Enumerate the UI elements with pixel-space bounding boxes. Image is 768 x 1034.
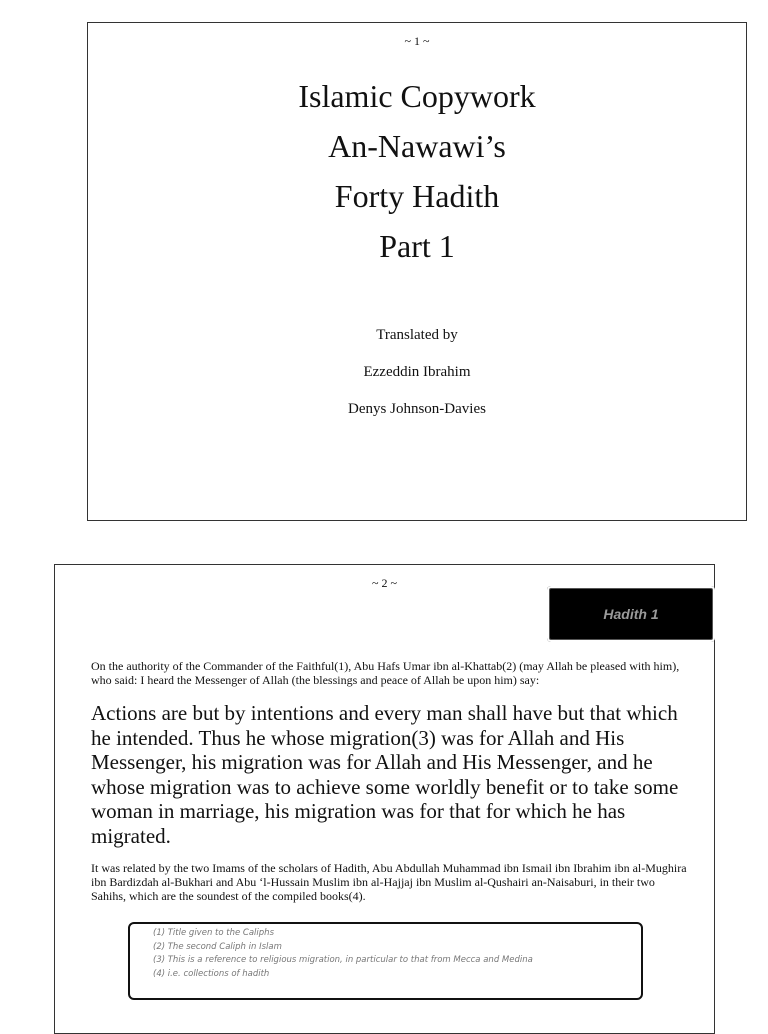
narration-intro: On the authority of the Commander of the Faithful(1), Abu Hafs Umar ibn al-Khattab(2) (may Allah be pleased with him), who said: I heard the Messenger of Allah (the blessings and peace of Allah be upon him) say: bbox=[91, 659, 680, 687]
hadith-page bbox=[54, 564, 715, 1034]
hadith-badge bbox=[547, 586, 715, 642]
credit-line: Denys Johnson-Davies bbox=[348, 401, 486, 417]
credits bbox=[88, 317, 746, 428]
footnote: (3) This is a reference to religious migration, in particular to that from Mecca and Medina bbox=[153, 955, 533, 965]
footnotes-box bbox=[128, 922, 643, 1000]
hadith-badge-label: Hadith 1 bbox=[603, 606, 659, 622]
footnote: (1) Title given to the Caliphs bbox=[153, 928, 274, 938]
footnote: (2) The second Caliph in Islam bbox=[153, 941, 282, 952]
title-line: Part 1 bbox=[379, 228, 455, 264]
attribution-text: It was related by the two Imams of the scholars of Hadith, Abu Abdullah Muhammad ibn Ismail ibn Ibrahim ibn al-Mughira ibn Bardizdah al-Bukhari and Abu ‘l-Hussain Muslim ibn al-Hajjaj ibn Muslim al-Qushairi an-Naisaburi, in their two Sahihs, which are the soundest of the compiled books(4). bbox=[91, 861, 687, 903]
page-number: ~ 2 ~ bbox=[372, 576, 397, 590]
credit-line: Translated by bbox=[376, 327, 458, 343]
title-page bbox=[87, 22, 747, 521]
page-number: ~ 1 ~ bbox=[404, 34, 430, 48]
title-line: An-Nawawi’s bbox=[328, 128, 506, 164]
footnote: (4) i.e. collections of hadith bbox=[153, 968, 270, 979]
document-title bbox=[88, 71, 746, 271]
credit-line: Ezzeddin Ibrahim bbox=[363, 364, 471, 380]
title-line: Forty Hadith bbox=[334, 178, 500, 214]
title-line: Islamic Copywork bbox=[298, 78, 536, 114]
hadith-text: Actions are but by intentions and every man shall have but that which he intended. Thus he whose migration(3) was for Allah and His Messenger, his migration was for Allah and His Messenger, and he whose migration was to achieve some worldly benefit or to take some woman in marriage, his migration was for that for which he has migrated. bbox=[91, 701, 679, 848]
